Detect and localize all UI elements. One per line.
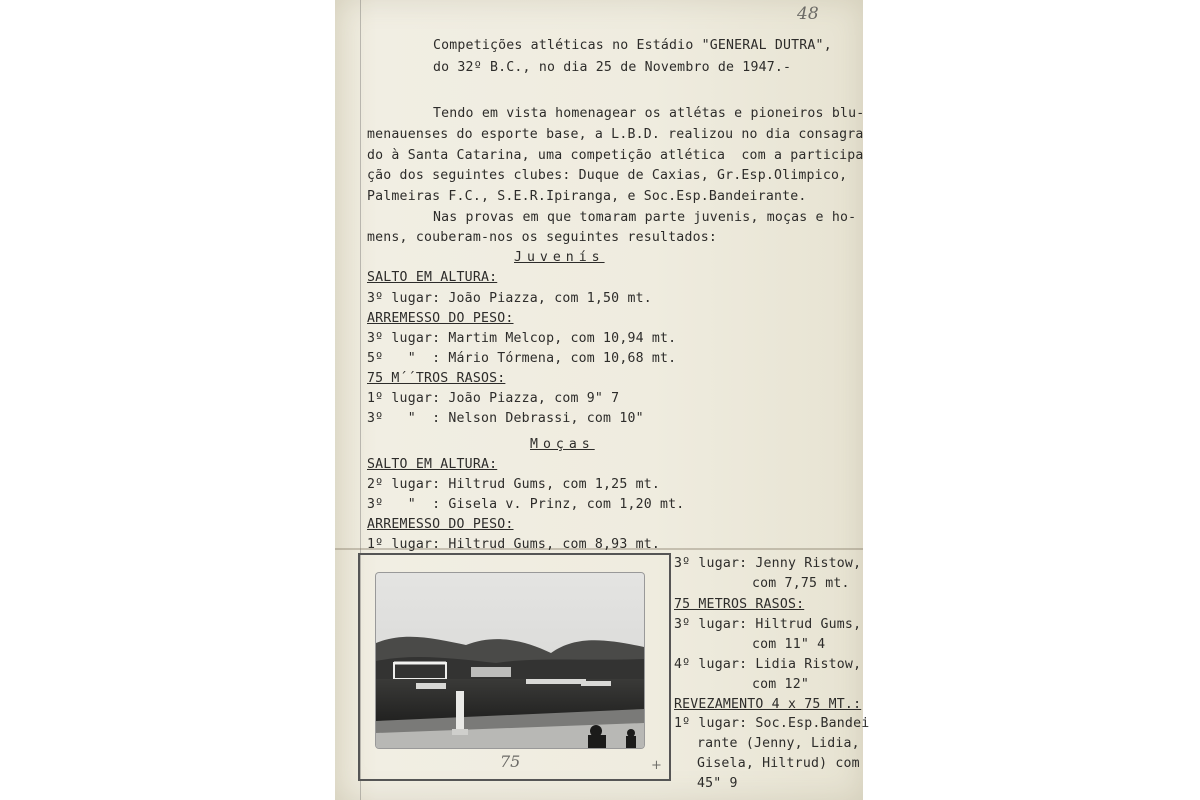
juvenis-rasos-result-2: 3º " : Nelson Debrassi, com 10"	[367, 411, 644, 426]
paragraph-line-1: Tendo em vista homenagear os atlétas e pioneiros blu-	[433, 106, 865, 121]
mocas-rasos-result-1-mark: com 11" 4	[752, 637, 826, 652]
juvenis-peso-result-1: 3º lugar: Martim Melcop, com 10,94 mt.	[367, 331, 677, 346]
juvenis-peso-title: ARREMESSO DO PESO:	[367, 311, 514, 326]
mocas-peso-result-2-name: 3º lugar: Jenny Ristow,	[674, 556, 862, 571]
paragraph-line-4: ção dos seguintes clubes: Duque de Caxias, Gr.Esp.Olimpico,	[367, 168, 848, 183]
mocas-rasos-result-1-name: 3º lugar: Hiltrud Gums,	[674, 617, 862, 632]
mocas-peso-result-1: 1º lugar: Hiltrud Gums, com 8,93 mt.	[367, 537, 661, 552]
stadium-photograph	[376, 573, 644, 748]
juvenis-salto-title: SALTO EM ALTURA:	[367, 270, 498, 285]
mocas-revezamento-title: REVEZAMENTO 4 x 75 MT.:	[674, 697, 862, 712]
paragraph-line-6: Nas provas em que tomaram parte juvenis, moças e ho-	[433, 210, 857, 225]
paragraph-line-7: mens, couberam-nos os seguintes resultados:	[367, 230, 718, 245]
photo-caption: 75	[500, 752, 521, 771]
mocas-rasos-result-2-mark: com 12"	[752, 677, 809, 692]
corner-mark: +	[651, 758, 662, 773]
juvenis-peso-result-2: 5º " : Mário Tórmena, com 10,68 mt.	[367, 351, 677, 366]
juvenis-rasos-title: 75 M´´TROS RASOS:	[367, 371, 506, 386]
header-line-2: do 32º B.C., no dia 25 de Novembro de 1947.-	[433, 60, 792, 75]
header-line-1: Competições atléticas no Estádio "GENERAL DUTRA",	[433, 38, 832, 53]
paragraph-line-3: do à Santa Catarina, uma competição atlética com a participa	[367, 148, 864, 163]
juvenis-rasos-result-1: 1º lugar: João Piazza, com 9" 7	[367, 391, 620, 406]
mocas-peso-result-2-mark: com 7,75 mt.	[752, 576, 850, 591]
page-number: 48	[797, 4, 819, 24]
mocas-revezamento-line-3: Gisela, Hiltrud) com	[697, 756, 860, 771]
paragraph-line-5: Palmeiras F.C., S.E.R.Ipiranga, e Soc.Esp.Bandeirante.	[367, 189, 807, 204]
juvenis-salto-result-1: 3º lugar: João Piazza, com 1,50 mt.	[367, 291, 652, 306]
mocas-revezamento-line-2: rante (Jenny, Lidia,	[697, 736, 860, 751]
mocas-revezamento-line-1: 1º lugar: Soc.Esp.Bandei	[674, 716, 870, 731]
mocas-revezamento-line-4: 45" 9	[697, 776, 738, 791]
section-heading-juvenis: Juvenís	[514, 250, 605, 265]
mocas-rasos-result-2-name: 4º lugar: Lidia Ristow,	[674, 657, 862, 672]
mocas-salto-title: SALTO EM ALTURA:	[367, 457, 498, 472]
section-heading-mocas: Moças	[530, 437, 595, 452]
stadium-photo-image	[376, 573, 644, 748]
mocas-rasos-title: 75 METROS RASOS:	[674, 597, 805, 612]
mocas-salto-result-1: 2º lugar: Hiltrud Gums, com 1,25 mt.	[367, 477, 661, 492]
paragraph-line-2: menauenses do esporte base, a L.B.D. realizou no dia consagra	[367, 127, 864, 142]
mocas-salto-result-2: 3º " : Gisela v. Prinz, com 1,20 mt.	[367, 497, 685, 512]
mocas-peso-title: ARREMESSO DO PESO:	[367, 517, 514, 532]
